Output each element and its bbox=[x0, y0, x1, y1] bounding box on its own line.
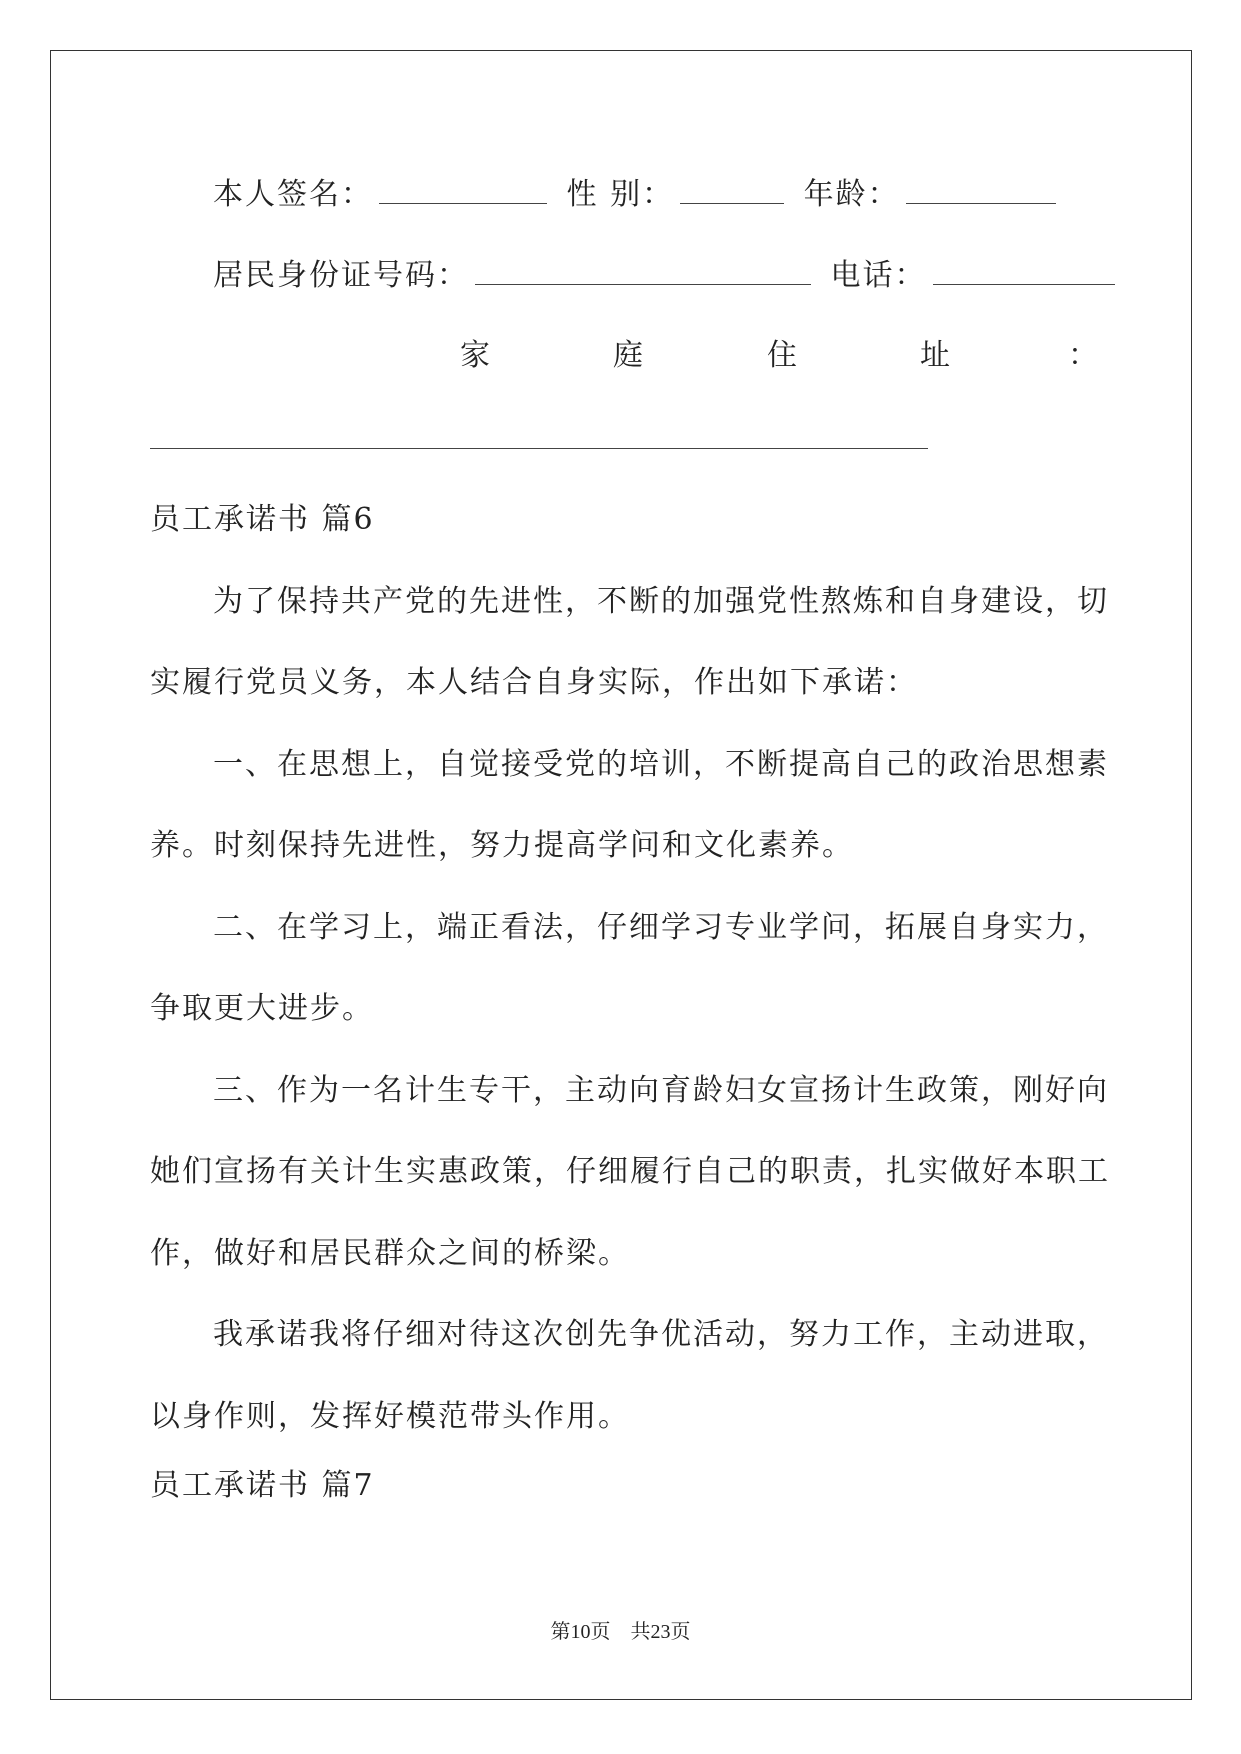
address-char-2: 庭 bbox=[613, 338, 643, 373]
address-char-1: 家 bbox=[460, 338, 490, 373]
signature-label: 本人签名： bbox=[213, 177, 373, 212]
paragraph-line: 养。时刻保持先进性，努力提高学问和文化素养。 bbox=[150, 828, 854, 863]
age-label: 年龄： bbox=[803, 177, 900, 212]
address-char-4: 址 bbox=[920, 338, 950, 373]
paragraph-line: 一、在思想上，自觉接受党的培训，不断提高自己的政治思想素 bbox=[213, 747, 1109, 782]
phone-blank[interactable] bbox=[933, 256, 1115, 285]
address-colon: ： bbox=[1068, 338, 1098, 373]
paragraph-line: 实履行党员义务，本人结合自身实际，作出如下承诺： bbox=[150, 665, 918, 700]
form-row-signature bbox=[213, 175, 1064, 215]
id-label: 居民身份证号码： bbox=[213, 258, 469, 293]
paragraph-line: 为了保持共产党的先进性，不断的加强党性熬炼和自身建设，切 bbox=[213, 584, 1109, 619]
page-footer: 第10页 共23页 bbox=[550, 1621, 691, 1643]
age-blank[interactable] bbox=[906, 175, 1056, 204]
signature-blank[interactable] bbox=[379, 175, 547, 204]
address-blank[interactable] bbox=[150, 448, 928, 449]
page-border bbox=[50, 50, 1192, 1700]
gender-label: 性 别： bbox=[566, 177, 675, 212]
paragraph-line: 作，做好和居民群众之间的桥梁。 bbox=[150, 1236, 630, 1271]
section-heading-6: 员工承诺书 篇6 bbox=[150, 502, 375, 537]
gender-blank[interactable] bbox=[680, 175, 784, 204]
phone-label: 电话： bbox=[830, 258, 927, 293]
form-row-id bbox=[213, 256, 1123, 296]
paragraph-line: 我承诺我将仔细对待这次创先争优活动，努力工作，主动进取， bbox=[213, 1317, 1109, 1352]
address-char-3: 住 bbox=[767, 338, 797, 373]
id-blank[interactable] bbox=[475, 256, 811, 285]
paragraph-line: 争取更大进步。 bbox=[150, 991, 374, 1026]
paragraph-line: 三、作为一名计生专干，主动向育龄妇女宣扬计生政策，刚好向 bbox=[213, 1073, 1109, 1108]
section-heading-7: 员工承诺书 篇7 bbox=[150, 1468, 375, 1503]
paragraph-line: 二、在学习上，端正看法，仔细学习专业学问，拓展自身实力， bbox=[213, 910, 1109, 945]
paragraph-line: 以身作则，发挥好模范带头作用。 bbox=[150, 1399, 630, 1434]
paragraph-line: 她们宣扬有关计生实惠政策，仔细履行自己的职责，扎实做好本职工 bbox=[150, 1154, 1110, 1189]
